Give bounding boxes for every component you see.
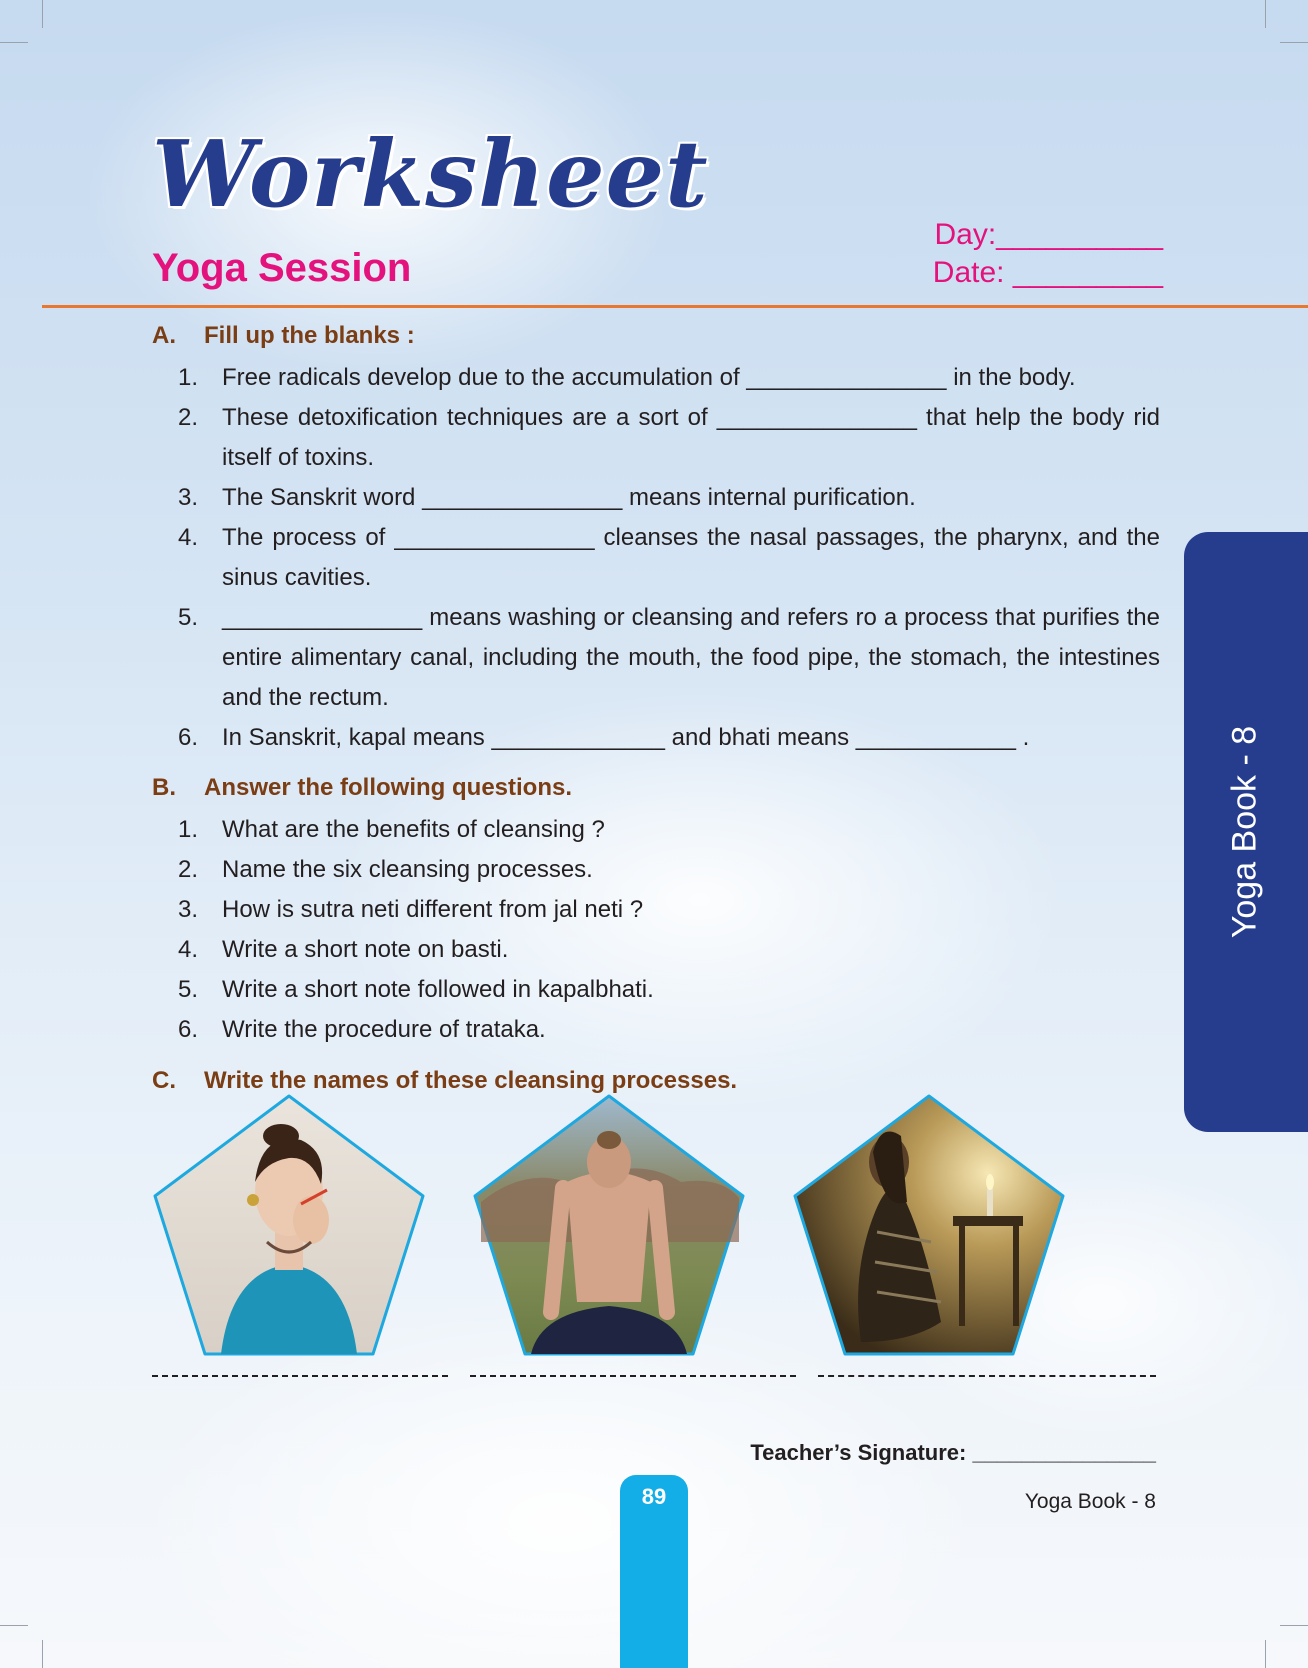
item-number: 1. — [177, 816, 198, 843]
item-number: 5. — [177, 604, 198, 631]
crop-mark — [42, 0, 43, 28]
section-c-heading — [152, 1067, 737, 1095]
list-item — [160, 478, 1160, 518]
item-text: These detoxification techniques are a sort of _______________ that help the body rid itself of toxins. — [222, 404, 1160, 471]
answer-blank[interactable] — [818, 1375, 1156, 1379]
section-title: Fill up the blanks : — [204, 322, 415, 349]
item-text: Free radicals develop due to the accumulation of _______________ in the body. — [222, 364, 1076, 391]
page-subtitle: Yoga Session — [152, 246, 412, 290]
item-text: The Sanskrit word _______________ means internal purification. — [222, 484, 916, 511]
list-item — [160, 518, 1160, 598]
item-number: 6. — [177, 724, 198, 751]
list-item — [160, 810, 1160, 850]
item-number: 1. — [177, 364, 198, 391]
list-item — [160, 598, 1160, 718]
day-field: Day:__________ — [934, 218, 1163, 251]
page-title: Worksheet — [152, 120, 709, 228]
photo-nauli — [471, 1092, 747, 1358]
section-letter: B. — [152, 774, 176, 801]
footer-book-title: Yoga Book - 8 — [1024, 1490, 1156, 1513]
item-text: _______________ means washing or cleansing and refers ro a process that purifies the entire alimentary canal, including the mouth, the food pipe, the stomach, the intestines and the rectum. — [222, 604, 1160, 711]
photo-sutra-neti — [151, 1092, 427, 1358]
date-field: Date: _________ — [932, 256, 1163, 289]
item-number: 3. — [177, 896, 198, 923]
item-text: The process of _______________ cleanses the nasal passages, the pharynx, and the sinus cavities. — [222, 524, 1160, 591]
crop-mark — [0, 1625, 28, 1626]
item-text: In Sanskrit, kapal means _____________ and bhati means ____________ . — [222, 724, 1030, 751]
crop-mark — [1280, 1625, 1308, 1626]
item-number: 2. — [177, 856, 198, 883]
list-item — [160, 718, 1160, 758]
section-title: Write the names of these cleansing processes. — [204, 1067, 738, 1094]
list-item — [160, 398, 1160, 478]
list-item — [160, 930, 1160, 970]
item-number: 4. — [177, 936, 198, 963]
item-text: Name the six cleansing processes. — [222, 856, 593, 883]
section-letter: A. — [152, 322, 176, 349]
section-title: Answer the following questions. — [204, 774, 573, 801]
crop-mark — [1265, 1640, 1266, 1668]
item-number: 5. — [177, 976, 198, 1003]
crop-mark — [42, 1640, 43, 1668]
page-number: 89 — [641, 1484, 667, 1509]
list-item — [160, 850, 1160, 890]
list-item — [160, 890, 1160, 930]
item-number: 4. — [177, 524, 198, 551]
item-text: Write a short note on basti. — [222, 936, 509, 963]
item-text: Write a short note followed in kapalbhati. — [222, 976, 654, 1003]
answer-blank[interactable] — [470, 1375, 796, 1379]
item-number: 2. — [177, 404, 198, 431]
list-item — [160, 970, 1160, 1010]
crop-mark — [0, 42, 28, 43]
item-number: 6. — [177, 1016, 198, 1043]
list-item — [160, 1010, 1160, 1050]
photo-trataka — [791, 1092, 1067, 1358]
item-number: 3. — [177, 484, 198, 511]
side-tab-label: Yoga Book - 8 — [1225, 725, 1264, 939]
list-item — [160, 358, 1160, 398]
teacher-signature: Teacher’s Signature: _______________ — [750, 1440, 1156, 1465]
item-text: What are the benefits of cleansing ? — [222, 816, 605, 843]
crop-mark — [1280, 42, 1308, 43]
header-divider — [42, 305, 1308, 308]
item-text: Write the procedure of trataka. — [222, 1016, 546, 1043]
crop-mark — [1265, 0, 1266, 28]
item-text: How is sutra neti different from jal neti ? — [222, 896, 644, 923]
section-a-heading — [152, 322, 415, 350]
section-b-heading — [152, 774, 572, 802]
answer-blank[interactable] — [152, 1375, 448, 1379]
section-letter: C. — [152, 1067, 176, 1094]
